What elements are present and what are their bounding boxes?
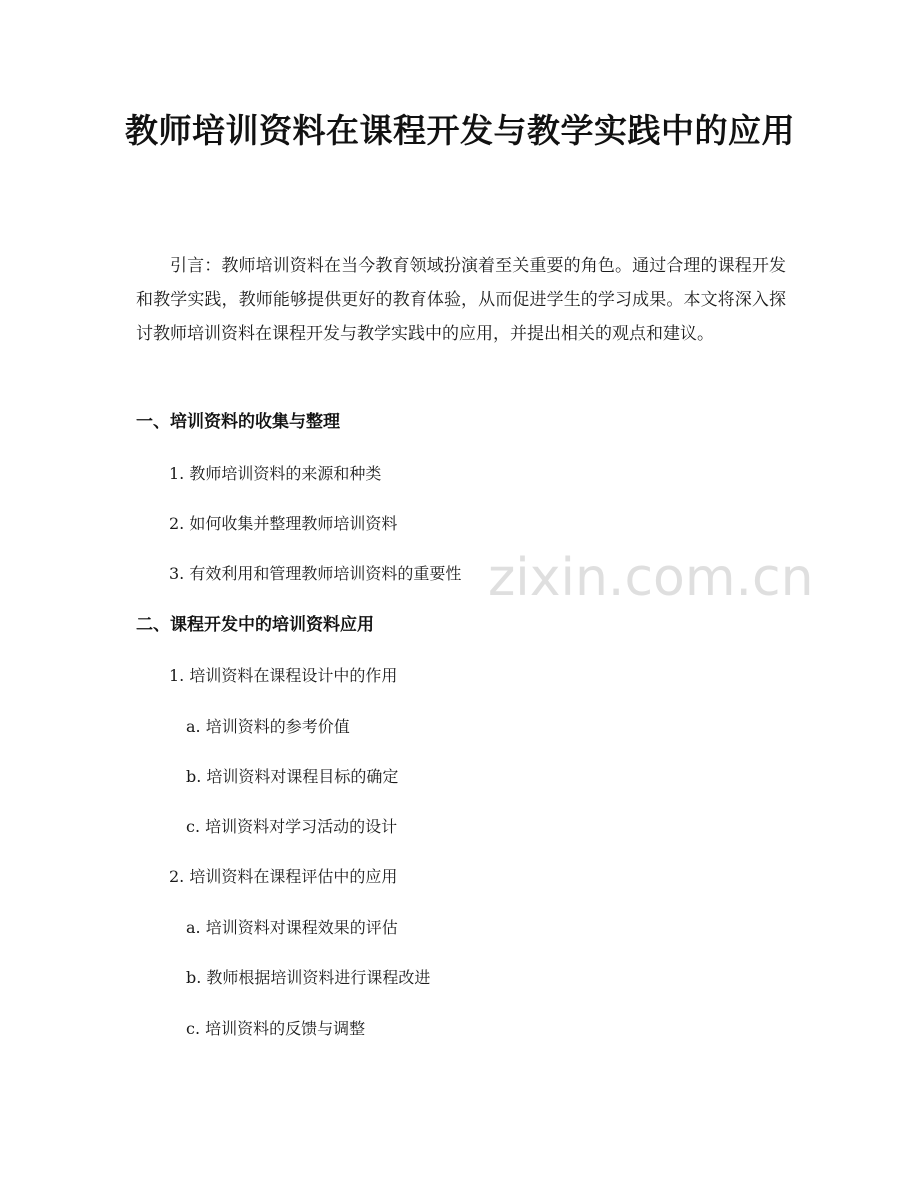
list-item: 2. 如何收集并整理教师培训资料 <box>169 514 398 533</box>
sub-list-item: a. 培训资料的参考价值 <box>186 717 350 736</box>
document-title: 教师培训资料在课程开发与教学实践中的应用 <box>125 111 795 150</box>
list-item: 1. 培训资料在课程设计中的作用 <box>169 666 398 685</box>
sub-list-item: a. 培训资料对课程效果的评估 <box>186 918 398 937</box>
list-item: 2. 培训资料在课程评估中的应用 <box>169 867 398 886</box>
watermark-logo <box>488 540 814 620</box>
section-heading-2: 二、课程开发中的培训资料应用 <box>136 615 374 635</box>
intro-paragraph: 引言：教师培训资料在当今教育领域扮演着至关重要的角色。通过合理的课程开发和教学实践，教师能够提供更好的教育体验，从而促进学生的学习成果。本文将深入探讨教师培训资料在课程开发与教学实践中的应用，并提出相关的观点和建议。 <box>136 256 786 344</box>
list-item: 1. 教师培训资料的来源和种类 <box>169 464 382 483</box>
watermark-text: zixin.com.cn <box>488 548 814 608</box>
list-item: 3. 有效利用和管理教师培训资料的重要性 <box>169 564 462 583</box>
sub-list-item: c. 培训资料的反馈与调整 <box>186 1019 366 1038</box>
sub-list-item: b. 教师根据培训资料进行课程改进 <box>186 968 431 987</box>
section-heading-1: 一、培训资料的收集与整理 <box>136 412 340 432</box>
sub-list-item: b. 培训资料对课程目标的确定 <box>186 767 399 786</box>
sub-list-item: c. 培训资料对学习活动的设计 <box>186 817 398 836</box>
